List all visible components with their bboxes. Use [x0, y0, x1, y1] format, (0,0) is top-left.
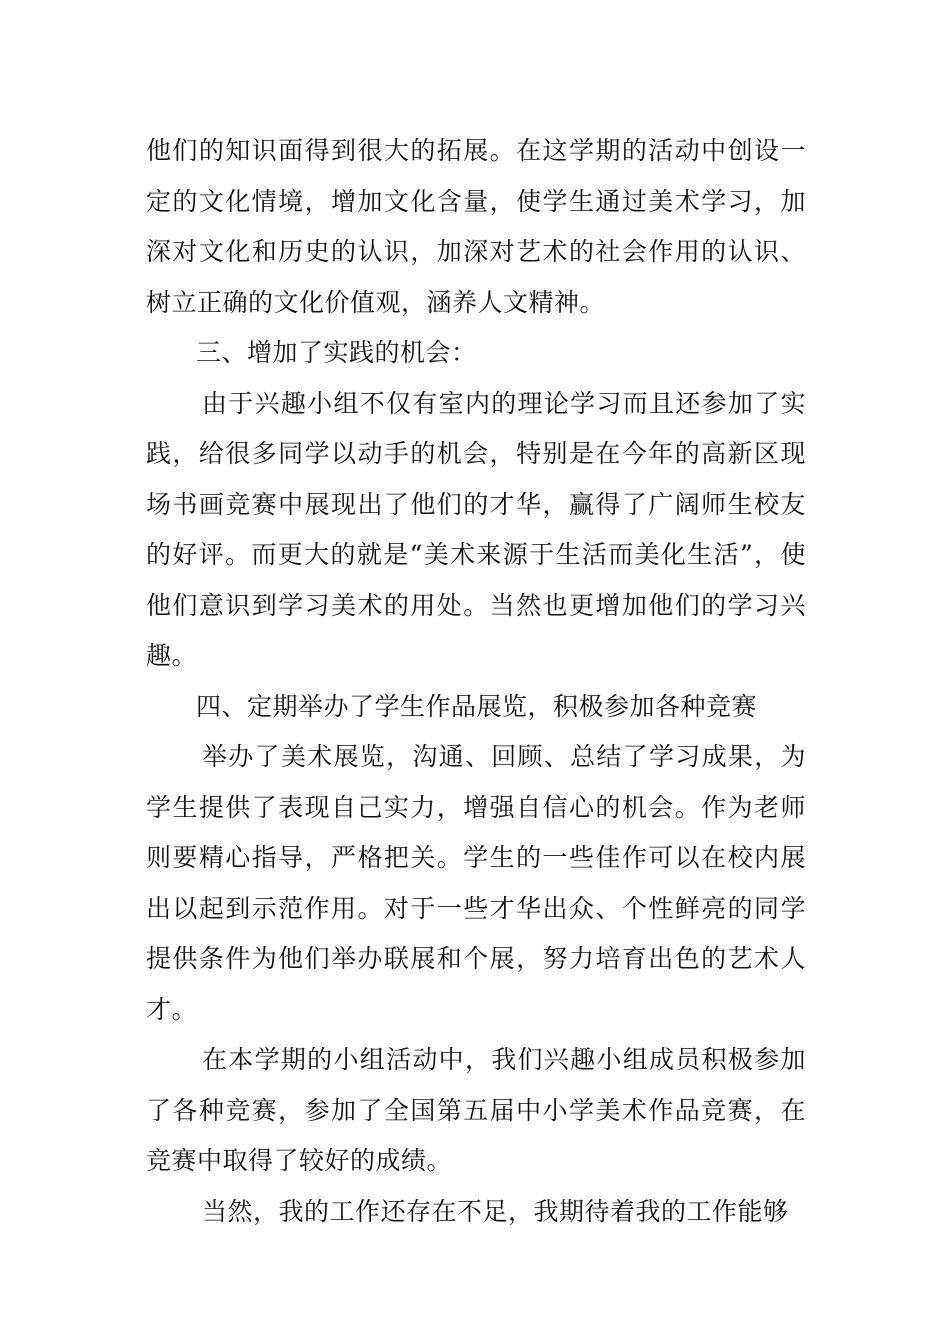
document-body: [146, 126, 806, 1237]
paragraph-practice: 由于兴趣小组不仅有室内的理论学习而且还参加了实践，给很多同学以动手的机会，特别是在今年的高新区现场书画竞赛中展现出了他们的才华，赢得了广阔师生校友的好评。而更大的就是“美术来源于生活而美化生活”，使他们意识到学习美术的用处。当然也更增加他们的学习兴趣。: [146, 388, 806, 670]
section-heading-three: 三、增加了实践的机会：: [196, 338, 477, 367]
paragraph-exhibition: 举办了美术展览，沟通、回顾、总结了学习成果，为学生提供了表现自己实力，增强自信心的机会。作为老师则要精心指导，严格把关。学生的一些佳作可以在校内展出以起到示范作用。对于一些才华出众、个性鲜亮的同学提供条件为他们举办联展和个展，努力培育出色的艺术人才。: [146, 742, 806, 1024]
paragraph-competition: 在本学期的小组活动中，我们兴趣小组成员积极参加了各种竞赛，参加了全国第五届中小学美术作品竞赛，在竞赛中取得了较好的成绩。: [146, 1045, 806, 1175]
paragraph-continuation: 他们的知识面得到很大的拓展。在这学期的活动中创设一定的文化情境，增加文化含量，使学生通过美术学习，加深对文化和历史的认识，加深对艺术的社会作用的认识、树立正确的文化价值观，涵养人文精神。: [146, 136, 806, 317]
section-heading-four: 四、定期举办了学生作品展览，积极参加各种竞赛: [196, 691, 758, 721]
paragraph-shortcomings: 当然，我的工作还存在不足，我期待着我的工作能够: [202, 1196, 789, 1226]
